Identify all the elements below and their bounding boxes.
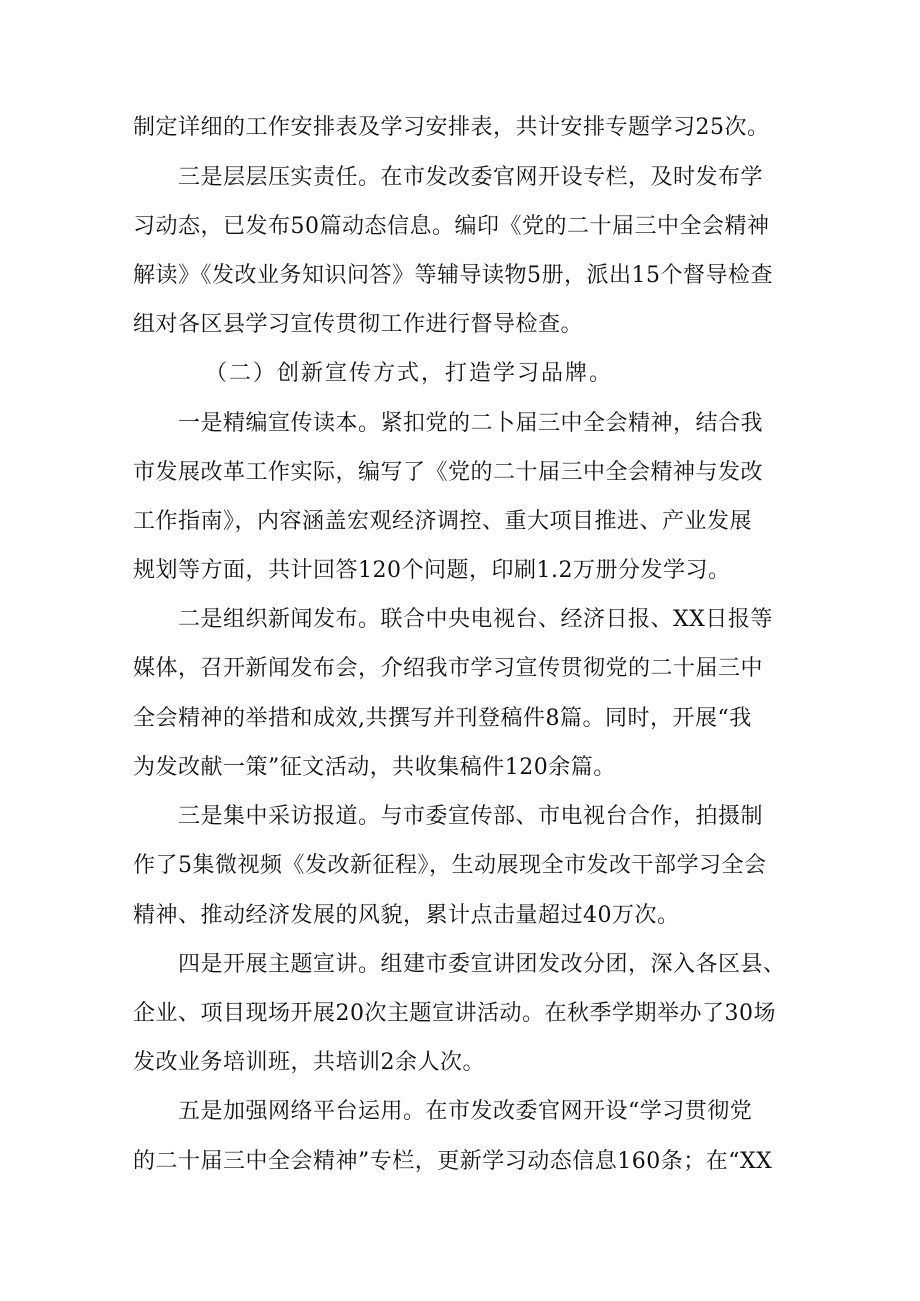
section-heading: （二）创新宣传方式，打造学习品牌。 bbox=[205, 361, 614, 386]
paragraph-line: 四是开展主题宣讲。组建市委宣讲团发改分团，深入各区县、 bbox=[178, 952, 786, 977]
paragraph-line: 作了5集微视频《发改新征程》，生动展现全市发改干部学习全会 bbox=[133, 853, 767, 878]
paragraph-line: 五是加强网络平台运用。在市发改委官网开设“学习贯彻党 bbox=[178, 1099, 753, 1124]
paragraph-line: 企业、项目现场开展20次主题宣讲活动。在秋季学期举办了30场 bbox=[133, 1001, 776, 1026]
paragraph-line: 解读》《发改业务知识问答》等辅导读物5册，派出15个督导检查 bbox=[133, 263, 773, 288]
paragraph-line: 市发展改革工作实际，编写了《党的二十届三中全会精神与发改 bbox=[133, 460, 764, 485]
paragraph-line: 为发改献一策”征文活动，共收集稿件120余篇。 bbox=[133, 755, 616, 780]
paragraph-line: 媒体，召开新闻发布会，介绍我市学习宣传贯彻党的二十届三中 bbox=[133, 656, 764, 681]
paragraph-line: 三是集中采访报道。与市委宣传部、市电视台合作，拍摄制 bbox=[178, 804, 764, 829]
paragraph-line: 精神、推动经济发展的风貌，累计点击量超过40万次。 bbox=[133, 903, 680, 928]
paragraph-line: 发改业务培训班，共培训2余人次。 bbox=[133, 1050, 485, 1075]
paragraph-line: 三是层层压实责任。在市发改委官网开设专栏，及时发布学 bbox=[178, 165, 764, 190]
paragraph-line: 全会精神的举措和成效,共撰写并刊登稿件8篇。同时，开展“我 bbox=[133, 706, 752, 731]
paragraph-line: 的二十届三中全会精神”专栏，更新学习动态信息160条；在“XX bbox=[133, 1149, 773, 1174]
paragraph-line: 二是组织新闻发布。联合中央电视台、经济日报、XX日报等 bbox=[178, 607, 773, 632]
paragraph-line: 规划等方面，共计回答120个问题，印刷1.2万册分发学习。 bbox=[133, 558, 731, 583]
paragraph-line: 组对各区县学习宣传贯彻工作进行督导检查。 bbox=[133, 312, 584, 337]
paragraph-line: 一是精编宣传读本。紧扣党的二卜届三中全会精神，结合我 bbox=[178, 411, 764, 436]
paragraph-line: 工作指南》，内容涵盖宏观经济调控、重大项目推进、产业发展 bbox=[133, 509, 753, 534]
paragraph-line: 习动态，已发布50篇动态信息。编印《党的二十届三中全会精神 bbox=[133, 214, 770, 239]
paragraph-line: 制定详细的工作安排表及学习安排表，共计安排专题学习25次。 bbox=[133, 115, 770, 140]
